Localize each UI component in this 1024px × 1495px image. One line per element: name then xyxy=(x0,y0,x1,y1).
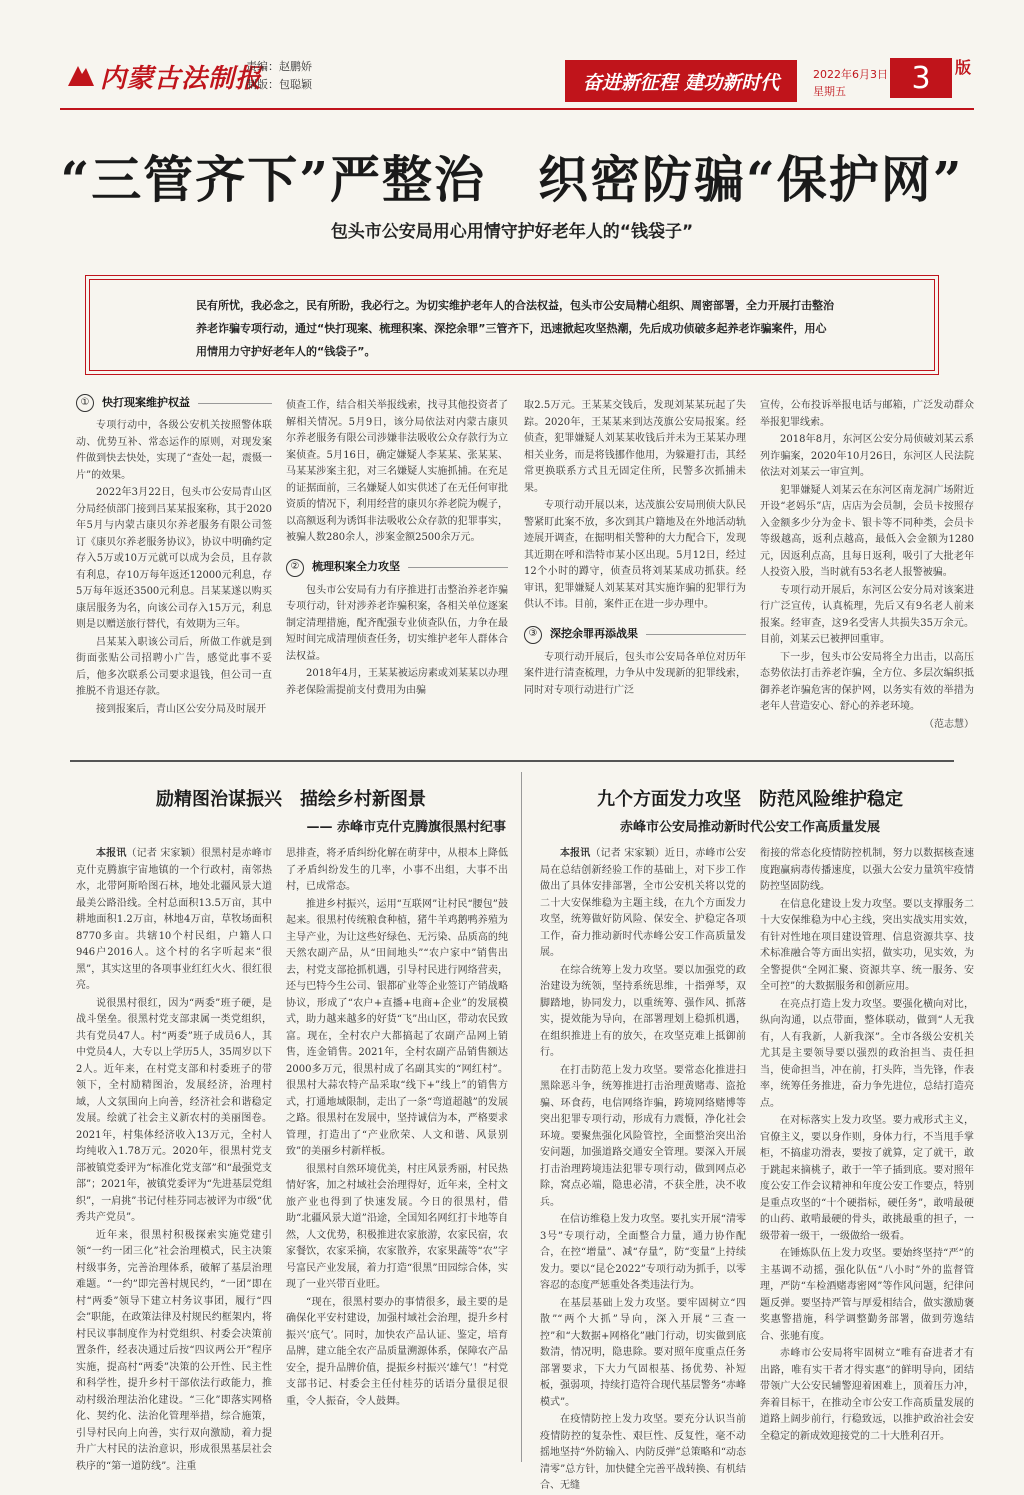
paragraph: 在综合统筹上发力攻坚。要以加强党的政治建设为统领，坚持系统思维，十指弹琴，双脚踏地，协同发力，以重统筹、强作风、抓落实，提效能为导向，在部署理划上稳抓机遇，在组织推进上有的放矢，在攻坚克难上抵御前行。 xyxy=(540,964,746,1058)
paragraph: 2018年4月，王某某被运房素或刘某某以办理养老保险需提前支付费用为由骗 xyxy=(286,668,508,696)
paragraph: 接到报案后，青山区公安分局及时展开 xyxy=(96,703,266,715)
paragraph xyxy=(76,846,272,995)
paragraph: 2018年8月，东河区公安分局侦破刘某云系列诈骗案，2020年10月26日，东河区人民法院依法对刘某云一审宣判。 xyxy=(760,434,974,478)
paragraph: 推进乡村振兴，运用“互联网”让村民“腰包”鼓起来。很黑村传统粮食种植，猪牛羊鸡鹅鸭养殖为主导产业，为让这些好绿色、无污染、品质高的纯天然农副产品，从“田间地头”“农户家中”销售出去，村党支部抢抓机遇，引导村民进行网络营卖，还与巴特今生公司、银都矿业等企业签订产销战略协议，形成了“农户+直播+电商+企业”的发展模式，助力越来越多的好货“飞”出山区，带动农民致富。现在，全村农户大都搞起了农副产品网上销售，连金销售。2021年，全村农副产品销售额达2000多万元，很黑村成了名副其实的“网红村”。很黑村大蒜农特产品采取“线下+”线上”的销售方式，打通地域限制，走出了一条“弯道超越”的发展之路。很黑村在发展中，坚持诚信为本，严格要求管理，打造出了“产业欣荣、人文和谐、风景别致”的美丽乡村新样板。 xyxy=(286,898,508,1157)
paragraph: 很黑村自然环境优美，村庄风景秀丽，村民热情好客，加之村域社会治理得好，近年来，全村文旅产业也得到了快速发展。今日的很黑村，借助“北疆风景大道”沿途，全国知名网红打卡地等自然，人文优势，积极推进农家旅游，农家民宿，农家餐饮，农家采摘，农家散养，农家果蔬等“农”字号富民产业发展，着力打造“很黑”田园综合体，实现了一业兴带百业旺。 xyxy=(286,1163,508,1290)
section-divider xyxy=(70,760,954,762)
issue-date xyxy=(813,66,888,100)
paragraph: “现在，很黑村要办的事情很多，最主要的是确保化平安村建设，加强村域社会治理，提升乡村振兴‘底气’。同时，加快农产品认证、鉴定，培育品牌，建立能全农产品质量溯源体系，保障农产品安全，提升品牌价值，提振乡村振兴‘雄气’！”村党支部书记、村委会主任付桂芬的话语分量很足很重，令人振奋，令人鼓舞。 xyxy=(286,1296,508,1407)
section-number: ① xyxy=(76,394,94,412)
paragraph xyxy=(540,846,746,962)
paragraph: 包头市公安局有力有序推进打击整治养老诈骗专项行动，针对涉养老诈骗积案，各相关单位逐案制定清理措施，配齐配强专业侦查队伍，力争在最短时间完成清理侦查任务，切实维护老年人群体合法权益。 xyxy=(286,584,508,662)
author-credit: （范志慧） xyxy=(924,718,974,730)
section-heading-3 xyxy=(524,624,746,646)
paragraph-text: 很黑村是赤峰市克什克腾旗宇宙地镇的一个行政村，南邻热水，北带阿斯哈图石林，地处北疆风景大道最美公路沿线。全村总面积13.5万亩，其中耕地面积1.2万亩，林地4万亩，草牧场面积8770多亩。共辖10个村民组，户籍人口946户2016人。这个村的名字听起来“很黑”，其实这里的各项事业红红火火、很红很亮。 xyxy=(76,848,273,991)
weekday-text: 星期五 xyxy=(813,85,846,98)
paragraph: 在打击防范上发力攻坚。要常态化推进扫黑除恶斗争，统筹推进打击治理黄赌毒、盗抢骗、环食药，电信网络诈骗，跨境网络赌博等突出犯罪专项行动，形成有力震慑，净化社会环境。要聚焦强化风险管控，全面整治突出治安问题，加强道路交通安全管理。要深入开展打击治理跨境违法犯罪专项行动，做到网点必除，窝点必端，隐患必清，不获全胜，决不收兵。 xyxy=(540,1064,746,1208)
paragraph: 衔接的常态化疫情防控机制，努力以数据核查速度跑赢病毒传播速度，以强大公安力量筑牢疫情防控坚固防线。 xyxy=(760,848,974,892)
paragraph: 在疫情防控上发力攻坚。要充分认识当前疫情防控的复杂性、艰巨性、反复性，毫不动摇地坚持“外防输入、内防反弹”总策略和“动态清零”总方针，加快健全完善平战转换、有机结合、无缝 xyxy=(540,1414,746,1491)
paragraph: 吕某某入职该公司后，所做工作就是到街面张贴公司招聘小广告，感觉此事不妥后，他多次联系公司要求退钱，但公司一直推脱不肯退还存款。 xyxy=(76,636,272,697)
paragraph: 犯罪嫌疑人刘某云在东河区南龙洞广场附近开设“老妈乐”店，店店为会员制，会员卡按照存入金额多少分为金卡、银卡等不同种类，会员卡等级越高，返利点越高，最低入会金额为1280元，因返利点高，且每日返利，吸引了大批老年人投资入股，当时就有53名老人报警被骗。 xyxy=(760,484,974,578)
lead-intro-text: 民有所忧，我必念之，民有所盼，我必行之。为切实维护老年人的合法权益，包头市公安局精心组织、周密部署，全力开展打击整治养老诈骗专项行动，通过“快打现案、梳理积案、深挖余罪”三管齐下，迅速掀起攻坚热潮，先后成功侦破多起养老诈骗案件，用心用情用力守护好老年人的“钱袋子”。 xyxy=(196,299,834,358)
paragraph-text: 近日，赤峰市公安局在总结创新经验工作的基础上，对下步工作做出了具体安排部署，全市公安机关将以党的二十大安保维稳为主题主线，在九个方面发力攻坚，统筹做好防风险、保安全、护稳定各项工作，奋力推动新时代赤峰公安工作高质量发展。 xyxy=(540,848,746,958)
paragraph: 专项行动中，各级公安机关按照警体联动、优势互补、常态运作的原则，对现发案件做到快去快处，实现了“查处一起，震慑一片”的效果。 xyxy=(76,420,272,481)
byline: 本报讯 xyxy=(560,848,591,859)
lead-intro-box xyxy=(85,275,939,375)
paragraph: 侦查工作，结合相关举报线索，找寻其他投资者了解相关情况。5月9日，该分局依法对内蒙古康贝尔养老服务有限公司涉嫌非法吸收公众存款行为立案侦查。5月16日，确定嫌疑人李某某、张某某、马某某涉案主犯，对三名嫌疑人实施抓捕。在充足的证据面前，三名嫌疑人如实供述了在无任何审批资质的情况下，利用经营的康贝尔养老院为幌子，以高额返利为诱饵非法吸收公众存款的犯罪事实，被骗人数280余人，涉案金额2500余万元。 xyxy=(286,400,508,543)
right-article-column-d xyxy=(760,846,974,1458)
lead-column-3 xyxy=(524,398,746,757)
right-article-title: 九个方面发力攻坚 防范风险维护稳定 xyxy=(597,789,903,810)
left-article-title: 励精图治谋振兴 描绘乡村新图景 xyxy=(156,789,426,810)
byline-note: （记者 宋家颖） xyxy=(590,848,665,859)
newspaper-logo: 内蒙古法制报 xyxy=(100,64,263,94)
paragraph: 专项行动开展以来，达茂旗公安局刑侦大队民警紧盯此案不放，多次到其户籍地及在外地活动轨迹展开调查，在掘明相关警种的大力配合下，发现其近期在呼和浩特市某小区出现。5月12日，经过12个小时的蹲守，侦查员将刘某某成功抓获。经审讯，犯罪嫌疑人刘某某对其实施诈骗的犯罪行为供认不讳。目前，案件正在进一步办理中。 xyxy=(524,500,746,610)
masthead-rule xyxy=(60,108,974,110)
byline: 本报讯 xyxy=(96,848,127,859)
left-article-subtitle: —— 赤峰市克什克腾旗很黑村纪事 xyxy=(306,820,506,835)
lead-headline: “三管齐下”严整治 织密防骗“保护网” xyxy=(60,150,964,209)
section-title: 梳理积案全力攻坚 xyxy=(312,560,400,574)
byline-note: （记者 宋家颖） xyxy=(126,848,202,859)
editor-label: 责编：赵鹏娇 xyxy=(246,60,312,73)
logo-mark-icon xyxy=(64,60,98,94)
section-heading-2 xyxy=(286,557,508,579)
paragraph: 说很黑村很红，因为“两委”班子硬，是战斗堡垒。很黑村党支部隶属一类党组织，共有党员47人。村“两委”班子成员6人，其中党员4人，大专以上学历5人，35周岁以下2人。近年来，在村党支部和村委班子的带领下，全村励精图治，发展经济，治理村域，人文氛围向上向善，经济社会和谐稳定发展。绘就了社会主义新农村的美丽图卷。2021年，村集体经济收入13万元，全村人均纯收入1.78万元。2020年，很黑村党支部被镇党委评为“标准化党支部”和“最强党支部”；2021年，被镇党委评为“先进基层党组织”，一肩挑”书记付桂芬同志被评为市级“优秀共产党员”。 xyxy=(76,997,272,1223)
paragraph: 在亮点打造上发力攻坚。要强化横向对比，纵向沟通，以点带面，整体联动，做到“人无我有，人有我新，人新我深”。全市各级公安机关尤其是主要领导要以强烈的政治担当、责任担当，使命担当，冲在前，打头阵，当先锋，作表率，统筹任务推进，奋力争先进位，总结打造亮点。 xyxy=(760,998,974,1109)
lead-column-1 xyxy=(76,392,272,757)
section-number: ③ xyxy=(524,626,542,644)
page-number: 3 xyxy=(890,58,952,98)
paragraph: 在信访维稳上发力攻坚。要扎实开展“清零3号”专项行动，全面整合力量，通力协作配合，在控“增量”、减“存量”，防“变量”上持续发力。要以“昆仑2022”专项行动为抓手，以零容忍的态度严惩重处各类违法行为。 xyxy=(540,1214,746,1291)
lead-column-4 xyxy=(760,398,974,757)
section-title: 快打现案维护权益 xyxy=(102,395,190,409)
editor-credits xyxy=(246,58,312,94)
paragraph: 取2.5万元。王某某交钱后，发现刘某某玩起了失踪。2020年，王某某来到达茂旗公安局报案。经侦查，犯罪嫌疑人刘某某收钱后并未为王某某办理相关业务，而是将钱挪作他用，为躲避打击，其经常更换联系方式且无固定住所，民警多次抓捕未果。 xyxy=(524,400,746,494)
lead-subheadline: 包头市公安局用心用情守护好老年人的“钱袋子” xyxy=(330,222,694,242)
left-article-column-a xyxy=(76,846,273,1472)
paragraph: 思排查，将矛盾纠纷化解在萌芽中，从根本上降低了矛盾纠纷发生的几率，小事不出组，大事不出村，已成常态。 xyxy=(286,848,508,892)
producer-label: 制版：包聪颖 xyxy=(246,78,312,91)
column-divider xyxy=(521,772,522,1462)
section-banner: 奋进新征程 建功新时代 xyxy=(565,60,797,102)
paragraph: 在锤炼队伍上发力攻坚。要始终坚持“严”的主基调不动摇，强化队伍“八小时”外的监督管理，严防“车检酒赌毒密网”等作风问题，纪律问题反弹。要坚持严管与厚爱相结合，做实激励褒奖惠警措施，科学调整勤务部署，做到劳逸结合、张驰有度。 xyxy=(760,1248,974,1342)
paragraph: 在对标落实上发力攻坚。要力戒形式主义，官僚主义，要以身作则，身体力行，不当甩手掌柜，不搞虚功滑表，要按了就算，定了就干，敢于跳起来摘桃子，敢于一竿子插到底。要对照年度公安工作会议精神和年度公安工作要点，特别是重点攻坚的“十个硬指标，硬任务”，敢啃最硬的山药、敢啃最硬的骨头，敢挑最重的担子，一级带着一级干，一级做给一级看。 xyxy=(760,1115,974,1242)
paragraph: 赤峰市公安局将牢固树立“唯有奋进者才有出路，唯有实干者才得实惠”的鲜明导向，团结带领广大公安民辅警迎着困难上，顶着压力冲，奔着目标干，在推动全市公安工作高质量发展的道路上阔步前行，行稳致远，以推护政治社会安全稳定的新成效迎接党的二十大胜利召开。 xyxy=(760,1348,974,1442)
right-article-subtitle: 赤峰市公安局推动新时代公安工作高质量发展 xyxy=(619,820,880,835)
paragraph: 下一步，包头市公安局将全力出击，以高压态势依法打击养老诈骗，全方位、多层次编织抵御养老诈骗危害的保护网，以务实有效的举措为老年人营造安心、舒心的养老环境。 xyxy=(760,651,974,712)
right-article-column-c xyxy=(540,846,746,1491)
page-label: 版 xyxy=(954,58,971,77)
left-article-column-b xyxy=(286,846,508,1458)
paragraph: 宣传，公布投诉举报电话与邮箱，广泛发动群众举报犯罪线索。 xyxy=(760,400,974,428)
paragraph: 专项行动开展后，包头市公安局各单位对历年案件进行清查梳理，力争从中发现新的犯罪线索，同时对专项行动进行广泛 xyxy=(524,651,746,696)
section-title: 深挖余罪再添战果 xyxy=(550,627,638,641)
section-heading-1 xyxy=(76,392,272,414)
paragraph: 在信息化建设上发力攻坚。要以支撑服务二十大安保维稳为中心主线，突出实战实用实效，有针对性地在项目建设管理、信息资源共享、技术标准融合等方面出实招，做实功，见实效，为全警提供“全网汇聚、资源共享、统一服务、安全可控”的大数据服务和创新应用。 xyxy=(760,898,974,992)
paragraph: 专项行动开展后，东河区公安分局对该案进行广泛宣传，认真梳理，先后又有9名老人前来报案。经审查，这9名受害人共损失35万余元。目前，刘某云已被押回重审。 xyxy=(760,584,974,645)
lead-column-2 xyxy=(286,398,508,757)
paragraph: 在基层基础上发力攻坚。要牢固树立“四散”“两个大抓”导向，深入开展“三查一控”和“大数据+网格化”融门行动，切实做到底数清，情况明，隐患除。要对照年度重点任务部署要求，下大力气固根基、扬优势、补短板，强弱项，持续打造符合现代基层警务“赤峰模式”。 xyxy=(540,1297,746,1408)
section-number: ② xyxy=(286,559,304,577)
paragraph: 近年来，很黑村积极探索实施党建引领“一约一团三化”社会治理模式，民主决策村级事务，完善治理体系，破解了基层治理难题。“一约”即完善村规民约，“一团”即在村“两委”领导下建立村务议事团，履行“四会”职能，在政策法律及村规民约框架内，将村民议事制度作为村党组织、村委会决策前置条件，经表决通过后按“四议两公开”程序实施，提高村“两委”决策的公开性、民主性和科学性，提升乡村干部依法行政能力，推动村级治理法治化建设。“三化”即落实网格化、契约化、法治化管理举措，综合施策，引导村民向上向善，实行双向激励，着力提升广大村民的法治意识，形成很黑基层社会秩序的“第一道防线”。注重 xyxy=(76,1229,272,1472)
date-text: 2022年6月3日 xyxy=(813,68,888,81)
paragraph: 2022年3月22日，包头市公安局青山区分局经侦部门接到吕某某报案称，其于2020年5月与内蒙古康贝尔养老服务有限公司签订《康贝尔养老服务协议》，协议中明确约定存入5万或10万元就可以成为会员，且存款有利息，存10万每年返还12000元利息，存5万每年返还3500元利息。吕某某遂以购买康居服务为名，向该公司存入15万元，利息则是以赠送旅行替代，有效期为三年。 xyxy=(76,487,272,630)
